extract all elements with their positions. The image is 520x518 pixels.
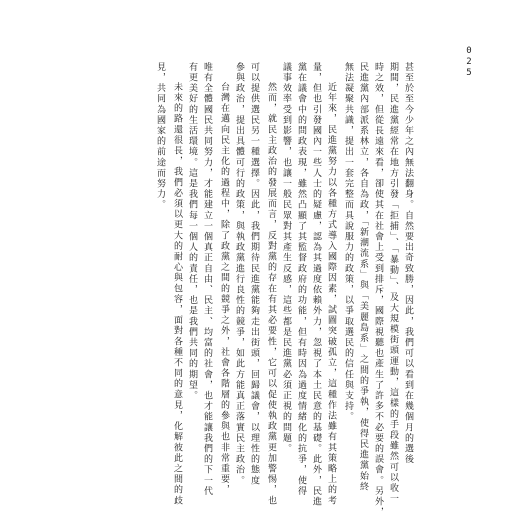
text-column: 然而，就民主政治的發展而言，反對黨的存在有其必要性，它可以促使執政黨更加警惕，也 — [266, 82, 276, 506]
text-column: 黨在議會中的問政表現，雖然凸顯了其監督政府的功能，但有時因為過度情緒化的抗爭，使得 — [296, 62, 306, 497]
text-column: 無法凝聚共識，提出一套完整而具說服力的政策，以爭取選民的信任與支持。 — [343, 62, 353, 423]
page-number: 025 — [464, 46, 474, 79]
text-column: 近年來，民進黨努力以各種方式導入國際因素，試圖突破孤立，這種作法雖有其策略上的考 — [326, 82, 336, 506]
text-column: 甚至於至今少年之內無法翻身。自然要出奇致勝，因此，我們可以看到在幾個月的選後 — [403, 62, 413, 465]
text-column: 量，但也引發國內一些人士的疑慮，認為其過度依賴外力，忽視了本土民意的基礎。此外，民進 — [311, 62, 321, 508]
text-column: 未來的路還很長，我們必須以更大的耐心與包容，面對各種不同的意見，化解彼此之間的歧 — [172, 82, 182, 506]
text-column: 時之效，但從長遠來看，卻使其在社會上受到排斥，國際視聽也產生了許多不必要的誤會。另外， — [373, 62, 383, 518]
text-column: 議事效率受到影響，也讓一般民眾對其產生反感，這些都是民進黨必須正視的問題。 — [281, 62, 291, 455]
text-column: 民進黨內部派系林立，各自為政，「新潮流系」與「美麗島系」之間的爭執，使得民進黨始終 — [358, 62, 368, 493]
text-column: 台灣在邁向民主化的過程中，除了政黨之間的競爭之外，社會各階層的參與也非常重要， — [219, 82, 229, 496]
text-column: 期間，民進黨經常在地方引發「拒捕」、「暴動」、及大規模街頭運動，這樣的手段雖然可以收一 — [388, 62, 398, 505]
text-column: 參與政治，提出具體可行的政策，與執政黨進行良性的競爭，如此方能真正落實民主政治。 — [234, 62, 244, 486]
text-column: 見，共同為國家的前途而努力。 — [155, 62, 165, 211]
text-column: 可以提供選民另一種選擇。因此，我們期待民進黨能夠走出街頭，回歸議會，以理性的態度 — [249, 62, 259, 486]
text-column: 有更美好的生活環境。這是我們每一個人的責任，也是我們共同的期望。 — [187, 62, 197, 402]
text-body — [155, 62, 413, 518]
text-column: 唯有全體國民共同努力，才能建立一個真正自由、民主、均富的社會，也才能讓我們的下一代 — [202, 62, 212, 497]
